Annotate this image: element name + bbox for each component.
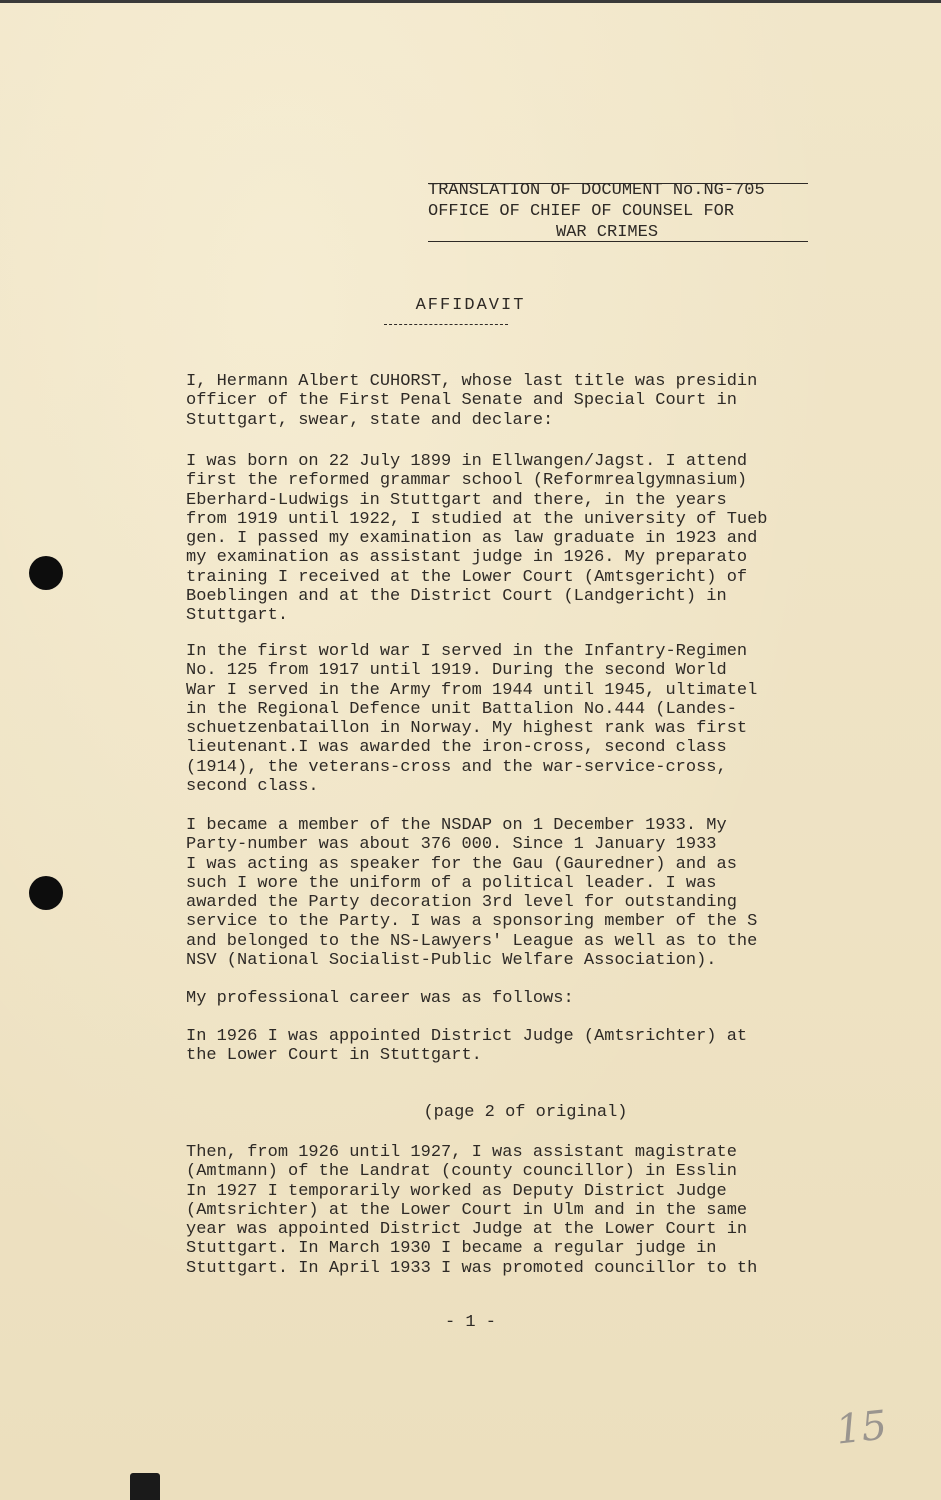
paragraph-intro: I, Hermann Albert CUHORST, whose last title was presidin officer of the First Penal Senate and Special Court in Stuttgart, swear, state and declare: [186,372,758,430]
page-note: (page 2 of original) [423,1103,628,1122]
paragraph-party-membership: I became a member of the NSDAP on 1 December 1933. My Party-number was about 376 000. Since 1 January 1933 I was acting as speaker for the Gau (Gauredner) and as such I wore the uniform of a political leader. I was awarded the Party decoration 3rd level for outstanding service to the Party. I was a sponsoring member of the S and belonged to the NS-Lawyers' League as well as to the NSV (National Socialist-Public Welfare Association). [186,816,758,971]
title-underline [384,324,508,325]
header-line-1: TRANSLATION OF DOCUMENT No.NG-705 [428,181,765,200]
header-line-2: OFFICE OF CHIEF OF COUNSEL FOR [428,202,735,221]
document-header [428,180,818,243]
binder-clip [130,1473,160,1500]
punch-hole-bottom [29,876,63,910]
paragraph-military-service: In the first world war I served in the Infantry-Regimen No. 125 from 1917 until 1919. During the second World War I served in the Army from 1944 until 1945, ultimatel in the Regional Defence unit Battalion No.444 (Landes- schuetzenbataillon in Norway. My highest rank was first lieutenant.I was awarded the iron-cross, second class (1914), the veterans-cross and the war-service-cross, second class. [186,642,758,797]
paragraph-career-intro: My professional career was as follows: [186,989,574,1008]
handwritten-page-number: 15 [833,1402,890,1454]
paragraph-birth-education: I was born on 22 July 1899 in Ellwangen/Jagst. I attend first the reformed grammar school (Reformrealgymnasium) Eberhard-Ludwigs in Stuttgart and there, in the years from 1919 until 1922, I studied at the university of Tueb gen. I passed my examination as law graduate in 1923 and my examination as assistant judge in 1926. My preparato training I received at the Lower Court (Amtsgericht) of Boeblingen and at the District Court (Landgericht) in Stuttgart. [186,452,768,626]
header-line-3: WAR CRIMES [556,223,659,242]
paragraph-career-continued: Then, from 1926 until 1927, I was assistant magistrate (Amtmann) of the Landrat (county councillor) in Esslin In 1927 I temporarily worked as Deputy District Judge (Amtsrichter) at the Lower Court in Ulm and in the same year was appointed District Judge at the Lower Court in Stuttgart. In March 1930 I became a regular judge in Stuttgart. In April 1933 I was promoted councillor to th [186,1143,758,1278]
page-number: - 1 - [444,1313,496,1332]
header-bottom-rule [428,241,808,242]
punch-hole-top [29,556,63,590]
top-edge [0,0,941,3]
document-title: AFFIDAVIT [415,296,526,315]
paragraph-career-1926: In 1926 I was appointed District Judge (Amtsrichter) at the Lower Court in Stuttgart. [186,1027,748,1066]
